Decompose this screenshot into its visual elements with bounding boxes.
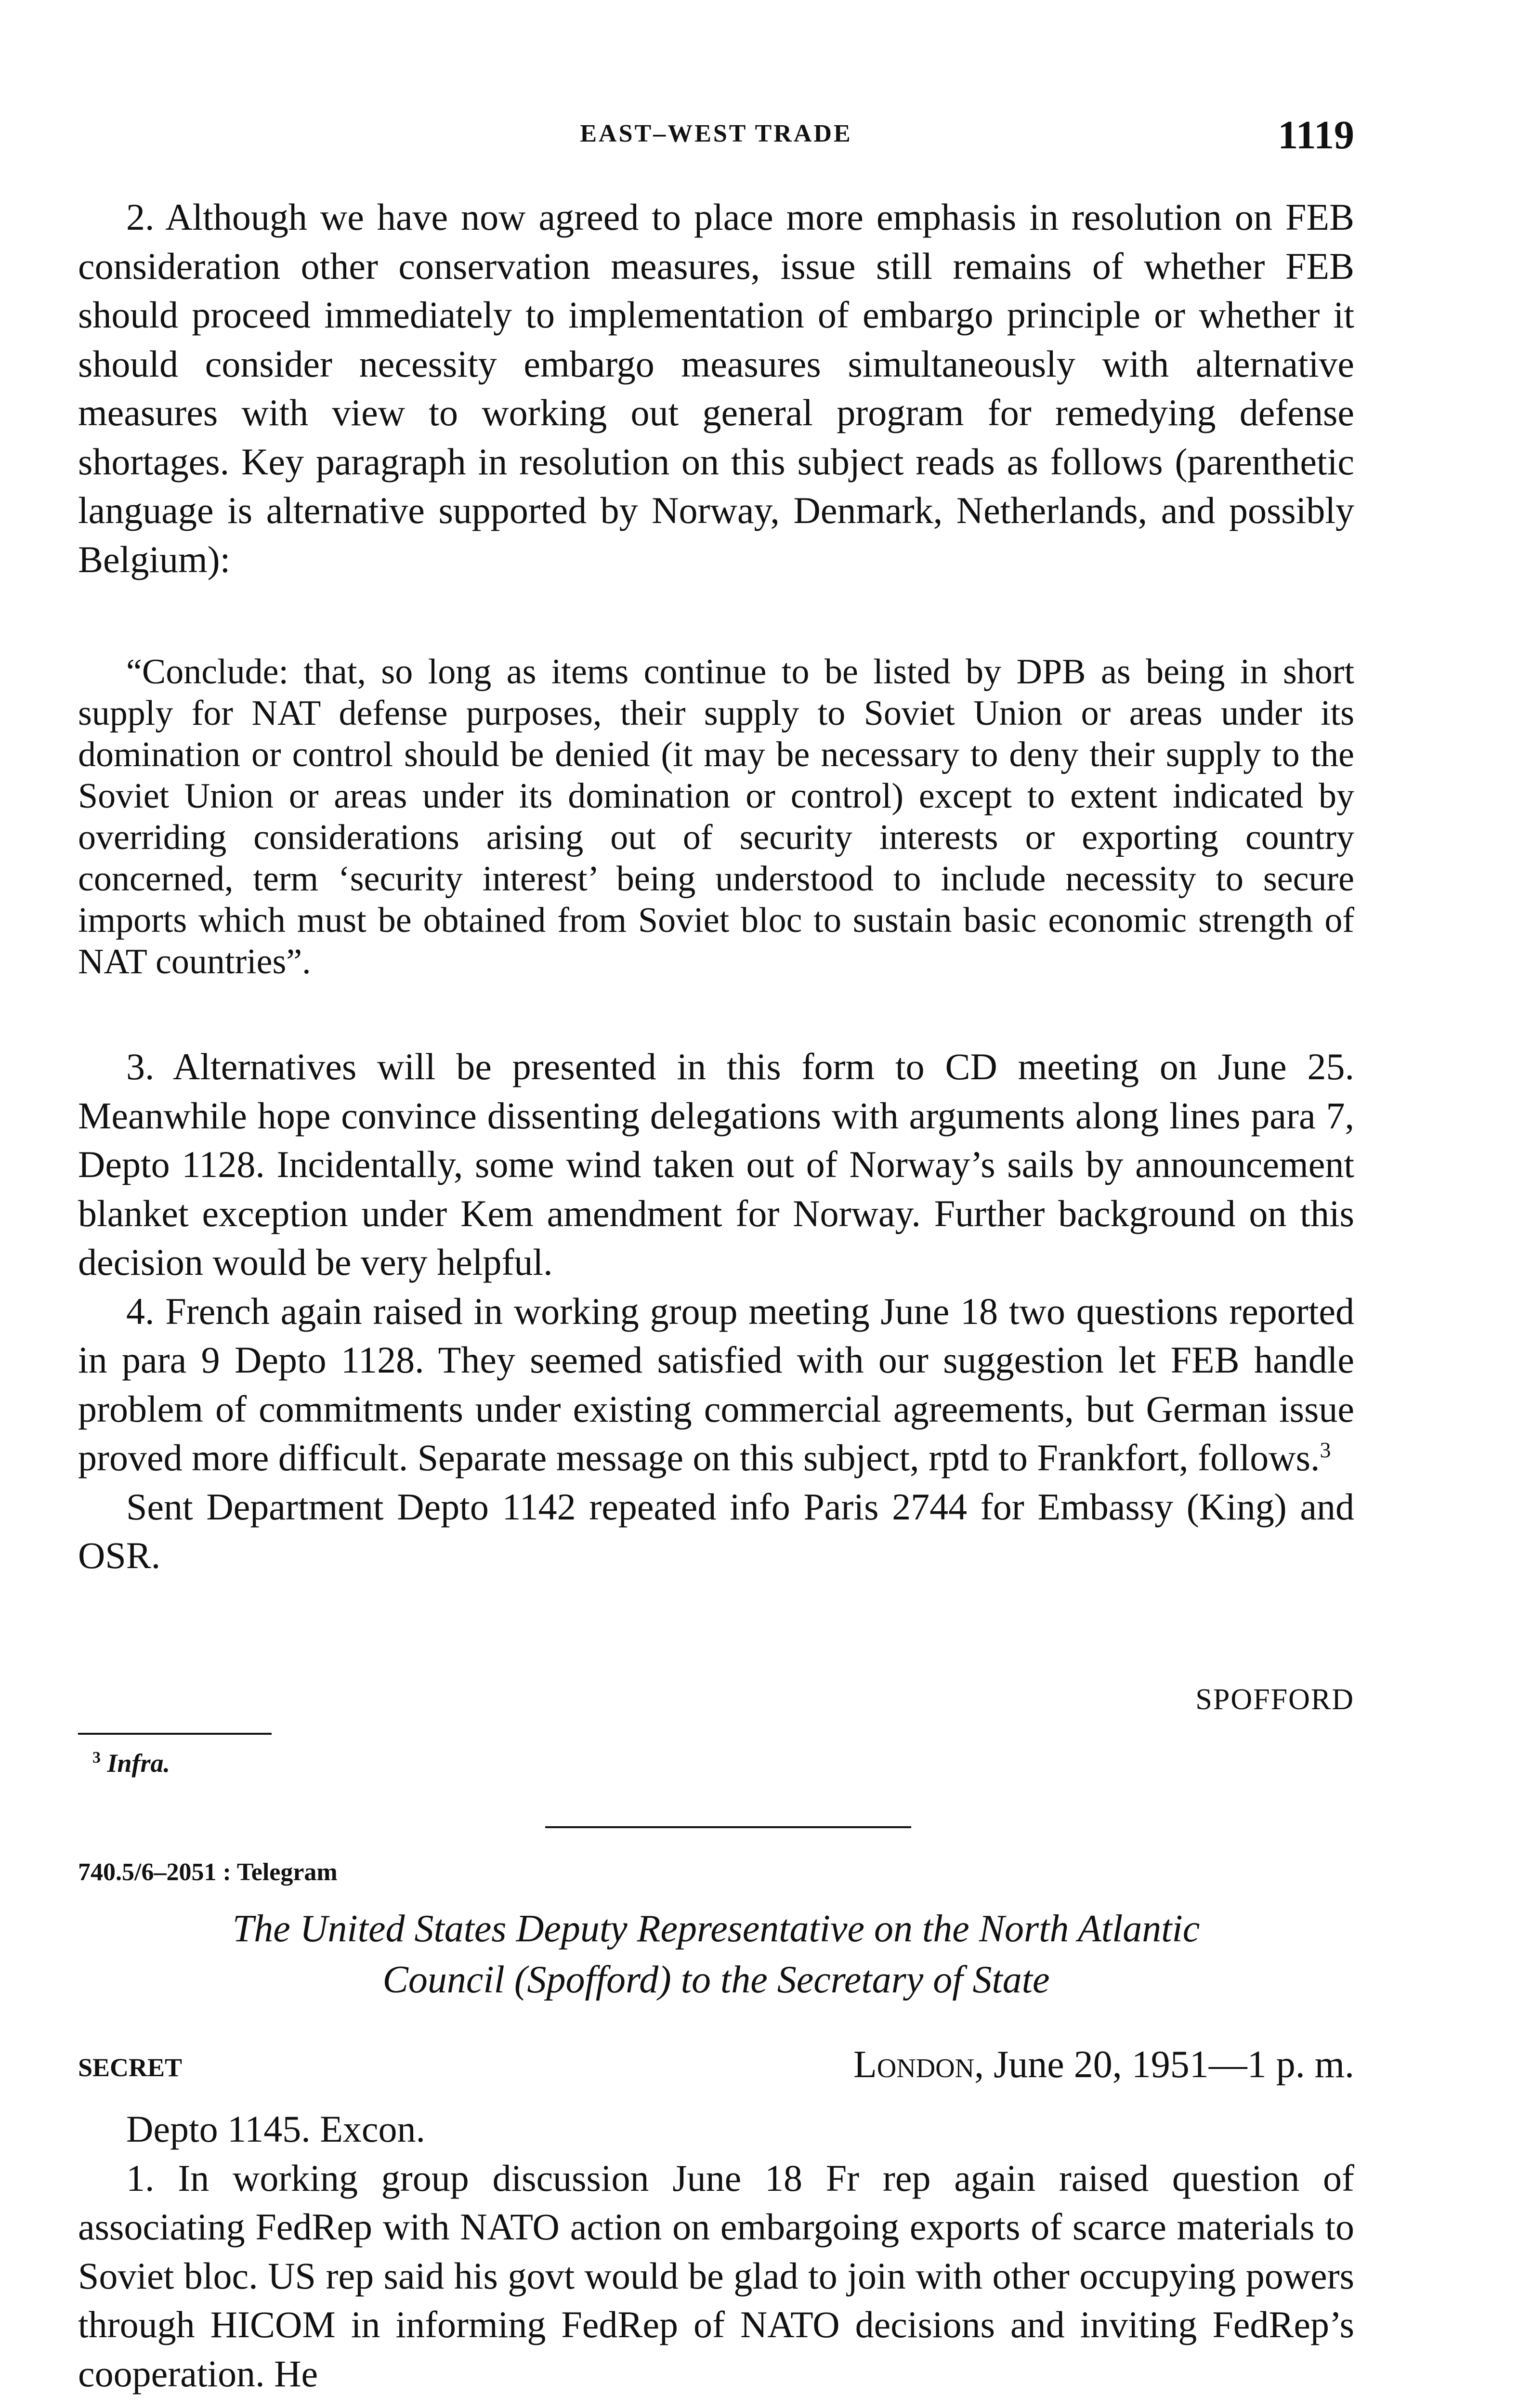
telegram-body (78, 2105, 1354, 2398)
file-reference: 740.5/6–2051 : Telegram (78, 1858, 338, 1886)
paragraph-4 (78, 1287, 1354, 1482)
paragraph-2: 2. Although we have now agreed to place more emphasis in resolution on FEB consideration other conservation measures, issue still remains of whether FEB should proceed immediately to implementation of embargo principle or whether it should consider necessity embargo measures simultaneously with alternative measures with view to working out general program for remedying defense shortages. Key paragraph in resolution on this subject reads as follows (parenthetic language is alternative supported by Norway, Denmark, Netherlands, and possibly Belgium): (78, 196, 1354, 580)
signature: SPOFFORD (1195, 1683, 1354, 1716)
footnote-divider (78, 1733, 272, 1735)
document-title (78, 1903, 1354, 2005)
telegram-paragraph-1: 1. In working group discussion June 18 Fr rep again raised question of associating FedRep with NATO action on embargoing exports of scarce materials to Soviet bloc. US rep said his govt would be glad to join with other occupying powers through HICOM in informing FedRep of NATO decisions and inviting FedRep’s cooperation. He (78, 2157, 1354, 2395)
paragraph-4-text: 4. French again raised in working group meeting June 18 two questions reported in para 9 Depto 1128. They seemed satisfied with our suggestion let FEB handle problem of commitments under existing commercial agreements, but German issue proved more difficult. Separate message on this subject, rptd to Frankfort, follows. (78, 1290, 1354, 1479)
page-number: 1119 (1278, 113, 1354, 157)
paragraph-2-block (78, 193, 1354, 584)
document-page (78, 0, 1354, 2408)
sent-line: Sent Department Depto 1142 repeated info Paris 2744 for Embassy (King) and OSR. (78, 1485, 1354, 1576)
running-head (78, 112, 1354, 160)
footnote-mark: 3 (92, 1749, 101, 1767)
footnote-reference: 3 (1320, 1438, 1331, 1462)
section-divider (545, 1826, 911, 1828)
footnote (92, 1748, 170, 1778)
running-title: EAST–WEST TRADE (580, 120, 852, 147)
footnote-text: Infra. (107, 1749, 170, 1778)
classification-marking: SECRET (78, 2053, 183, 2082)
dateline-date: June 20, 1951—1 p. m. (994, 2043, 1354, 2086)
telegram-opening: Depto 1145. Excon. (126, 2108, 425, 2150)
document-title-line-1: The United States Deputy Representative on the North Atlantic (232, 1908, 1200, 1950)
resolution-quote: “Conclude: that, so long as items continue to be listed by DPB as being in short supply for NAT defense purposes, their supply to Soviet Union or areas under its domination or control should be denied (it may be necessary to deny their supply to the Soviet Union or areas under its domination or control) except to extent indicated by overriding considerations arising out of security interests or exporting country concerned, term ‘security interest’ being understood to include necessity to secure imports which must be obtained from Soviet bloc to sustain basic economic strength of NAT countries”. (78, 652, 1354, 982)
document-title-line-2: Council (Spofford) to the Secretary of State (382, 1959, 1050, 2001)
paragraphs-3-4-block (78, 1042, 1354, 1580)
dateline-place: London, (853, 2043, 984, 2086)
paragraph-3: 3. Alternatives will be presented in this form to CD meeting on June 25. Meanwhile hope convince dissenting delegations with arguments along lines para 7, Depto 1128. Incidentally, some wind taken out of Norway’s sails by announcement blanket exception under Kem amendment for Norway. Further background on this decision would be very helpful. (78, 1046, 1354, 1283)
dateline (853, 2043, 1354, 2087)
